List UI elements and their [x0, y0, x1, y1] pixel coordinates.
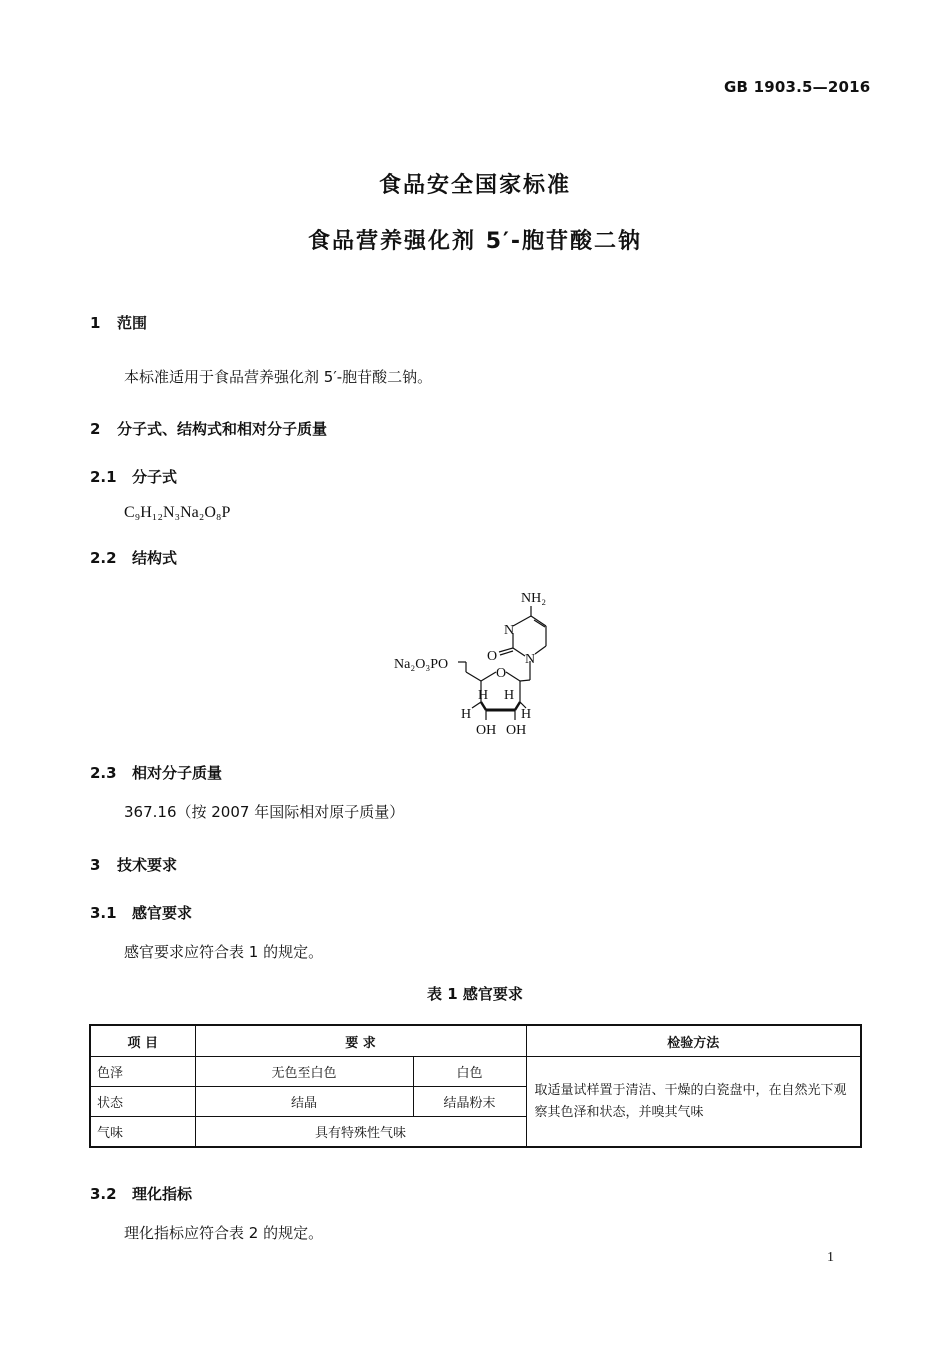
section-title: 相对分子质量 [132, 764, 223, 782]
header-method: 检验方法 [526, 1025, 861, 1057]
label-h: H [478, 688, 489, 703]
section-3-1-text: 感官要求应符合表 1 的规定。 [124, 943, 324, 961]
bond [466, 672, 481, 681]
section-3-heading [90, 854, 177, 875]
document-title: 食品安全国家标准 [378, 173, 571, 198]
table-header-row [90, 1025, 861, 1057]
section-2-2-heading [90, 547, 177, 568]
section-number: 3.1 [90, 904, 117, 922]
section-title: 结构式 [132, 549, 178, 567]
bond [513, 616, 531, 626]
molecular-formula: C₉H₁₂N₃Na₂O₈P [124, 504, 231, 521]
table-1-caption: 表 1 感官要求 [427, 985, 523, 1003]
table-row [90, 1057, 861, 1087]
section-1-heading [90, 312, 147, 333]
bond [535, 646, 546, 654]
cell-requirement-a: 无色至白色 [195, 1057, 413, 1087]
bond [531, 616, 546, 626]
section-number: 2.2 [90, 549, 117, 567]
cell-item: 色泽 [90, 1057, 195, 1087]
page-number: 1 [827, 1250, 834, 1265]
section-3-2-text: 理化指标应符合表 2 的规定。 [124, 1224, 324, 1242]
section-title: 分子式、结构式和相对分子质量 [117, 420, 328, 438]
header-item: 项 目 [90, 1025, 195, 1057]
label-o-ring: O [496, 666, 507, 681]
document-subtitle: 食品营养强化剂 5′-胞苷酸二钠 [308, 229, 642, 254]
label-oh: OH [506, 723, 527, 738]
bond [520, 680, 530, 681]
section-title: 分子式 [132, 468, 178, 486]
section-2-3-heading [90, 762, 222, 783]
section-number: 3.2 [90, 1185, 117, 1203]
standard-code: GB 1903.5—2016 [724, 78, 871, 96]
label-h: H [504, 688, 515, 703]
section-title: 感官要求 [132, 904, 193, 922]
label-phosphate: Na₂O₃PO [394, 657, 449, 672]
section-number: 3 [90, 856, 101, 874]
section-2-1-heading [90, 466, 177, 487]
section-title: 理化指标 [132, 1185, 193, 1203]
cell-requirement: 具有特殊性气味 [195, 1117, 526, 1148]
cell-requirement-a: 结晶 [195, 1087, 413, 1117]
label-o-carbonyl: O [487, 649, 498, 664]
section-3-2-heading [90, 1183, 192, 1204]
bond [513, 648, 525, 656]
label-h: H [461, 707, 472, 722]
cell-method: 取适量试样置于清洁、干燥的白瓷盘中，在自然光下观察其色泽和状态，并嗅其气味 [526, 1057, 861, 1148]
section-number: 2.1 [90, 468, 117, 486]
label-n-link: N [525, 652, 536, 667]
header-requirement: 要 求 [195, 1025, 526, 1057]
label-oh: OH [476, 723, 497, 738]
cell-item: 气味 [90, 1117, 195, 1148]
section-3-1-heading [90, 902, 192, 923]
cell-item: 状态 [90, 1087, 195, 1117]
label-n-ring: N [504, 623, 515, 638]
sensory-requirements-table [89, 1024, 862, 1148]
label-nh2: NH₂ [521, 591, 547, 606]
label-h: H [521, 707, 532, 722]
section-title: 技术要求 [117, 856, 178, 874]
bond [515, 702, 520, 710]
section-number: 1 [90, 314, 101, 332]
structural-formula [388, 584, 568, 744]
section-title: 范围 [117, 314, 148, 332]
bond [481, 702, 486, 710]
section-number: 2 [90, 420, 101, 438]
section-1-text: 本标准适用于食品营养强化剂 5′-胞苷酸二钠。 [124, 368, 433, 386]
cell-requirement-b: 白色 [413, 1057, 526, 1087]
section-2-heading [90, 418, 327, 439]
bond [481, 672, 496, 681]
section-number: 2.3 [90, 764, 117, 782]
bond [506, 672, 520, 681]
cell-requirement-b: 结晶粉末 [413, 1087, 526, 1117]
molecular-mass-text: 367.16（按 2007 年国际相对原子质量） [124, 803, 405, 821]
